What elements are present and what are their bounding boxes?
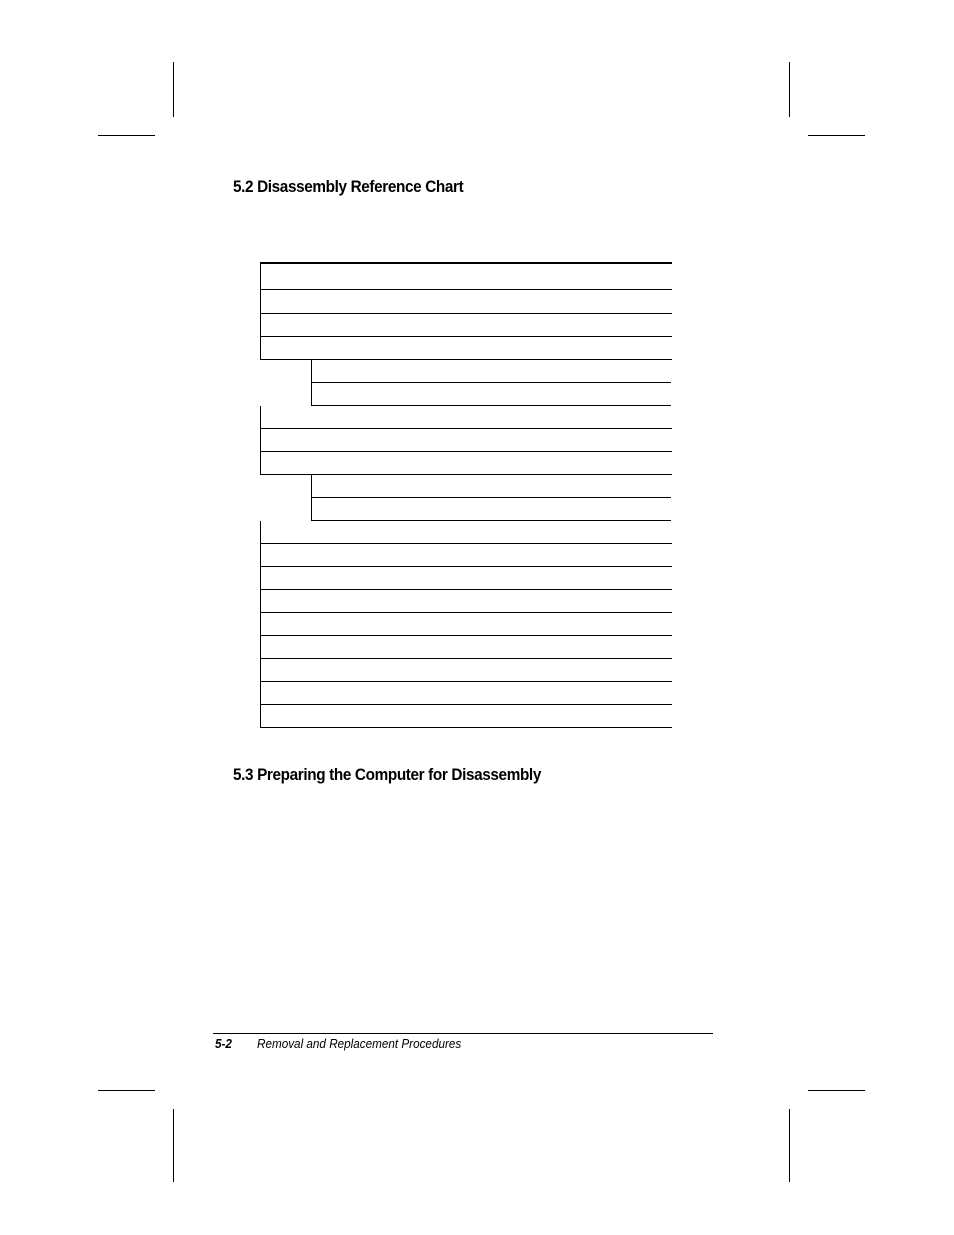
chart-subrow [311, 498, 671, 521]
crop-mark [808, 135, 865, 136]
chart-border [311, 475, 312, 521]
chart-row [260, 544, 672, 567]
chart-row [260, 705, 672, 728]
chart-row [260, 521, 672, 544]
chart-row [260, 314, 672, 337]
chart-border [260, 521, 261, 728]
running-title: Removal and Replacement Procedures [257, 1036, 462, 1051]
chart-row [260, 406, 672, 429]
chart-row [260, 337, 672, 360]
chart-row [260, 659, 672, 682]
crop-mark [173, 62, 174, 117]
crop-mark [98, 135, 155, 136]
crop-mark [789, 1109, 790, 1182]
section-heading-preparing: 5.3 Preparing the Computer for Disassembly [233, 765, 541, 784]
footer-rule [213, 1033, 713, 1034]
chart-border [260, 262, 261, 360]
disassembly-reference-chart [260, 262, 672, 728]
chart-row [260, 452, 672, 475]
crop-mark [98, 1090, 155, 1091]
chart-row [260, 290, 672, 314]
section-heading-reference-chart: 5.2 Disassembly Reference Chart [233, 177, 464, 196]
chart-row [260, 682, 672, 705]
chart-border [260, 406, 261, 475]
chart-subrow [311, 360, 671, 383]
chart-row [260, 262, 672, 290]
crop-mark [808, 1090, 865, 1091]
chart-row [260, 567, 672, 590]
crop-mark [173, 1109, 174, 1182]
chart-row [260, 636, 672, 659]
chart-row [260, 429, 672, 452]
chart-border [311, 360, 312, 406]
page-number: 5-2 [215, 1036, 232, 1051]
chart-row [260, 590, 672, 613]
chart-subrow [311, 475, 671, 498]
chart-subrow [311, 383, 671, 406]
crop-mark [789, 62, 790, 117]
chart-row [260, 613, 672, 636]
